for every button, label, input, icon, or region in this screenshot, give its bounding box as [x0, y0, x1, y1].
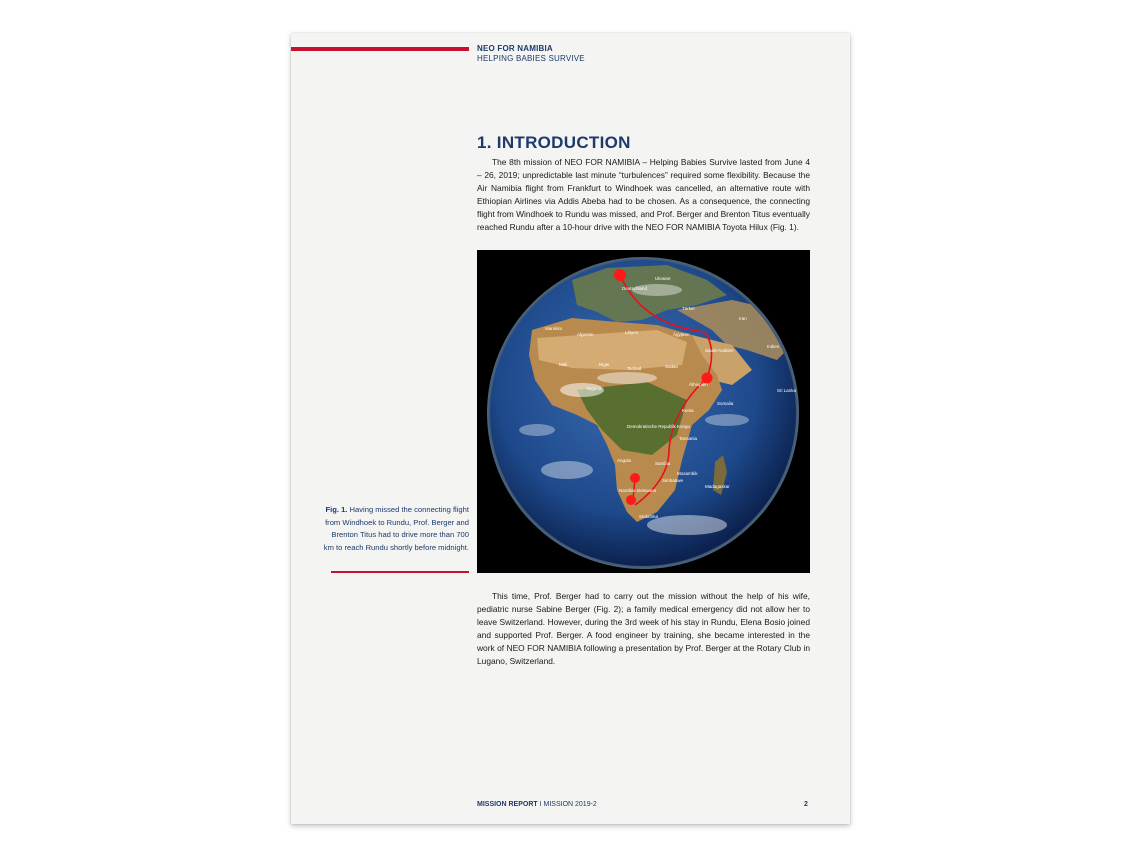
header-red-bar [291, 47, 469, 51]
map-label: Indien [767, 344, 780, 349]
map-label: Madagaskar [705, 484, 730, 489]
caption-text: Having missed the connecting flight from Windhoek to Rundu, Prof. Berger and Brenton Titus had to drive more than 700 km to reach Rundu shortly before midnight. [323, 505, 469, 552]
section-heading: 1. INTRODUCTION [477, 133, 631, 152]
map-label: Ukraine [655, 276, 671, 281]
intro-paragraph-2: This time, Prof. Berger had to carry out the mission without the help of his wife, pediatric nurse Sabine Berger (Fig. 2); a family medical emergency did not allow her to leave Switzerland. However, during the 3rd week of his stay in Rundu, Elena Bosio joined and supported Prof. Berger. A food engineer by training, she became interested in the work of NEO FOR NAMIBIA following a presentation by Prof. Berger at the Rotary Club in Lugano, Switzerland. [477, 591, 810, 667]
map-label: Somalia [717, 401, 734, 406]
map-label: Algerien [577, 332, 594, 337]
map-label: Tansania [679, 436, 698, 441]
globe-route-figure [477, 250, 810, 573]
map-label: Demokratische Republik Kongo [627, 424, 691, 429]
map-label: Türkei [682, 306, 695, 311]
map-label: Niger [599, 362, 610, 367]
map-label: Marokko [545, 326, 563, 331]
footer-report-bold: MISSION REPORT [477, 801, 538, 808]
map-label: Sri Lanka [777, 388, 797, 393]
map-label: Libyen [625, 330, 639, 335]
intro-paragraph-1: The 8th mission of NEO FOR NAMIBIA – Helping Babies Survive lasted from June 4 – 26, 2019; unpredictable last minute “turbulences” required some flexibility. Because the Air Namibia flight from Frankfurt to Windhoek was cancelled, an alternative route with Ethiopian Airlines via Addis Abeba had to be chosen. As a consequence, the connecting flight from Windhoek to Rundu was missed, and Prof. Berger and Brenton Titus eventually reached Rundu after a 10-hour drive with the NEO FOR NAMIBIA Toyota Hilux (Fig. 1). [477, 157, 810, 233]
map-label: Iran [739, 316, 747, 321]
footer-report-title [477, 801, 597, 808]
map-label: Ägypten [673, 332, 690, 337]
map-label: Simbabwe [662, 478, 684, 483]
frankfurt-marker [614, 269, 626, 281]
globe-map-image [477, 250, 810, 573]
map-label: Tschad [627, 366, 642, 371]
map-label: Saudi-Arabien [705, 348, 734, 353]
map-label: Namibia [619, 488, 636, 493]
map-label: Mosambik [677, 471, 698, 476]
map-label: Südafrika [639, 514, 659, 519]
caption-red-rule [331, 571, 469, 573]
map-label: Nigeria [587, 386, 602, 391]
map-label: Sudan [665, 364, 679, 369]
windhoek-marker [626, 495, 636, 505]
map-label: Sambia [655, 461, 671, 466]
figure-caption [321, 504, 469, 554]
map-label: Angola [617, 458, 632, 463]
map-label: Äthiopien [689, 382, 708, 387]
map-label: Mali [559, 362, 568, 367]
brand-block [477, 44, 585, 64]
footer-report-rest: I MISSION 2019-2 [537, 801, 597, 808]
page-number: 2 [804, 801, 808, 808]
document-page [291, 33, 850, 824]
map-label: Kenia [682, 408, 694, 413]
map-label: Deutschland [622, 286, 648, 291]
caption-label: Fig. 1. [325, 505, 348, 514]
rundu-marker [630, 473, 640, 483]
brand-title: NEO FOR NAMIBIA [477, 44, 553, 53]
brand-subtitle: HELPING BABIES SURVIVE [477, 54, 585, 63]
map-label: Botsuana [637, 488, 657, 493]
